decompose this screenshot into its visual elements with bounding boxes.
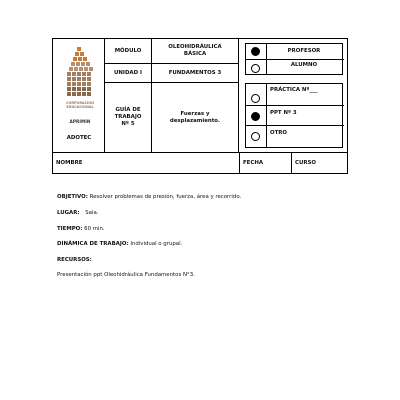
tiempo-value: 60 min.: [84, 226, 105, 232]
objetivo-value: Resolver problemas de presión, fuerza, área y recorrido.: [89, 194, 242, 200]
guia-value: [152, 83, 239, 152]
dinamica-line: [57, 241, 182, 247]
tiempo-line: [57, 226, 105, 232]
guia-label-text: GUÍA DE TRABAJO Nº 5: [114, 107, 142, 127]
type-options-box: [245, 83, 343, 148]
nombre-label: NOMBRE: [56, 160, 83, 166]
recursos-value: Presentación ppt Oleohidráulica Fundamentos N°3.: [57, 272, 195, 278]
option-alumno[interactable]: [246, 60, 344, 75]
dinamica-value: Individual o grupal.: [130, 241, 183, 247]
header-table: [52, 38, 348, 174]
profesor-label: PROFESOR: [287, 48, 321, 54]
alumno-label: ALUMNO: [290, 62, 318, 68]
recursos-value-line: [57, 272, 195, 278]
options-column: [239, 39, 347, 152]
modulo-value: [152, 39, 239, 64]
dinamica-label: DINÁMICA DE TRABAJO:: [57, 241, 129, 247]
objetivo-line: [57, 194, 241, 200]
recursos-line: [57, 257, 92, 263]
logo-line-2: EDUCACIONAL: [66, 105, 94, 109]
ppt-label: PPT Nº 3: [270, 110, 297, 116]
fecha-divider: [239, 153, 240, 173]
alumno-radio-icon[interactable]: [251, 64, 260, 73]
tiempo-label: TIEMPO:: [57, 226, 83, 232]
adotec-label: ADOTEC: [66, 135, 92, 141]
lugar-value: Sala.: [85, 210, 99, 216]
logo-subtitle: [59, 101, 101, 109]
modulo-value-text: OLEOHIDRÁULICA BÁSICA: [168, 44, 222, 57]
modulo-label: MÓDULO: [105, 39, 152, 64]
logo-brand: APRIMIN: [69, 119, 91, 124]
recursos-label: RECURSOS:: [57, 257, 92, 263]
curso-divider: [291, 153, 292, 173]
unidad-value: FUNDAMENTOS 3: [152, 64, 239, 83]
guia-label: [105, 83, 152, 152]
lugar-label: LUGAR:: [57, 210, 80, 216]
fecha-label: FECHA: [243, 160, 264, 166]
curso-label: CURSO: [295, 160, 316, 166]
profesor-radio-icon[interactable]: [251, 47, 260, 56]
objetivo-label: OBJETIVO:: [57, 194, 88, 200]
practica-label: PRÁCTICA Nº___: [270, 87, 318, 93]
student-row: [53, 152, 347, 173]
logo-cell: [53, 39, 105, 152]
role-options-box: [245, 43, 343, 75]
unidad-label: UNIDAD I: [105, 64, 152, 83]
otro-label: OTRO: [270, 130, 287, 136]
aprimin-logo-icon: [63, 45, 97, 99]
option-ppt[interactable]: [246, 106, 344, 126]
otro-radio-icon[interactable]: [251, 132, 260, 141]
lugar-line: [57, 210, 99, 216]
option-practica[interactable]: [246, 84, 344, 106]
ppt-radio-icon[interactable]: [251, 112, 260, 121]
option-profesor[interactable]: [246, 44, 344, 60]
logo-line-1: CORPORACION: [65, 101, 95, 105]
option-otro[interactable]: [246, 126, 344, 148]
practica-radio-icon[interactable]: [251, 94, 260, 103]
guia-value-text: Fuerzas y desplazamiento.: [169, 110, 221, 124]
